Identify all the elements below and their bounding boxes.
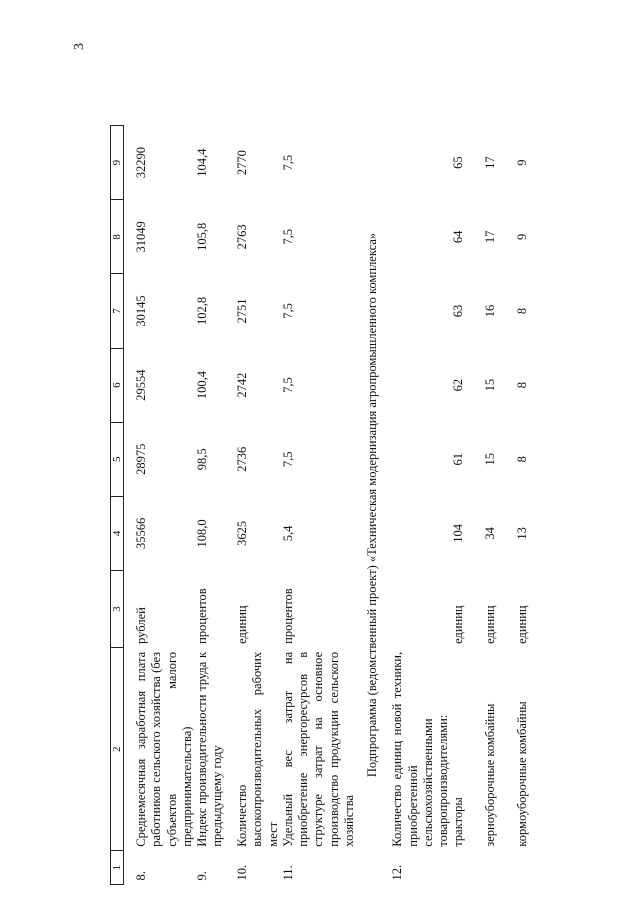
table-row [281, 126, 357, 885]
row-number: 12. [390, 864, 405, 881]
empty-cell [451, 851, 483, 885]
indicator-name: кормоуборочные комбайны [515, 701, 530, 847]
table-row [195, 126, 235, 885]
table-row [124, 126, 196, 885]
value-cell: 61 [451, 453, 466, 466]
value-cell: 30145 [134, 295, 148, 327]
unit-cell: рублей [134, 607, 148, 644]
indicator-name: Индекс производительности труда к предыдущему году [195, 651, 225, 847]
header-cell: 8 [111, 200, 124, 274]
value-cell: 29554 [134, 369, 148, 401]
value-cell: 35566 [134, 517, 148, 550]
unit-cell: единиц [515, 605, 530, 644]
empty-cell [515, 851, 547, 885]
value-cell: 7,5 [280, 303, 295, 319]
page-number: 3 [72, 43, 87, 50]
value-cell: 13 [515, 527, 530, 540]
value-cell: 8 [515, 456, 530, 463]
value-cell: 7,5 [280, 451, 295, 468]
value-cell: 108,0 [195, 519, 209, 548]
value-cell: 8 [515, 381, 530, 389]
value-cell: 17 [483, 230, 498, 244]
value-cell: 2763 [235, 224, 249, 250]
value-cell: 104 [451, 524, 466, 543]
value-cell: 5,4 [280, 525, 295, 542]
subprogram-row [357, 126, 390, 885]
value-cell: 63 [451, 304, 466, 318]
unit-cell: единиц [235, 605, 249, 644]
row-number: 9. [195, 871, 209, 881]
empty-cell [483, 851, 515, 885]
unit-cell: процентов [195, 588, 209, 644]
subprogram-title: Подпрограмма (ведомственный проект) «Техническая модернизация агропромышленного комплекса» [365, 232, 379, 778]
header-cell: 1 [111, 851, 124, 885]
header-cell: 3 [111, 570, 124, 647]
row-number: 11. [280, 865, 295, 881]
value-cell: 32290 [134, 147, 148, 179]
unit-cell: единиц [451, 605, 466, 644]
value-cell: 8 [515, 307, 530, 315]
header-cell: 5 [111, 422, 124, 496]
header-cell: 9 [111, 126, 124, 200]
value-cell: 9 [515, 159, 530, 166]
header-cell: 7 [111, 274, 124, 348]
value-cell: 64 [451, 230, 466, 244]
indicator-name: Количество высокопроизводительных рабочих мест [235, 651, 280, 847]
value-cell: 17 [483, 156, 498, 169]
row-number: 8. [134, 871, 148, 881]
table-row [235, 126, 281, 885]
value-cell: 102,8 [195, 296, 209, 326]
value-cell: 104,4 [195, 148, 209, 177]
unit-cell: процентов [280, 588, 295, 644]
value-cell: 105,8 [195, 222, 209, 251]
indicator-table [110, 125, 547, 885]
value-cell: 7,5 [280, 154, 295, 171]
value-cell: 2736 [235, 446, 249, 472]
value-cell: 3625 [235, 520, 249, 546]
value-cell: 31049 [134, 221, 148, 253]
value-cell: 7,5 [280, 229, 295, 245]
value-cell: 16 [483, 304, 498, 318]
indicator-name: тракторы [451, 797, 466, 847]
unit-cell: единиц [483, 605, 498, 644]
indicator-name: Среднемесячная заработная плата работников сельского хозяйства (без субъектов малого предпринимательства) [134, 651, 194, 847]
indicator-name: Удельный вес затрат на приобретение энергоресурсов в структуре затрат на основное производство продукции сельского хозяйства [280, 651, 356, 847]
value-cell: 2770 [235, 150, 249, 176]
table-header-row [111, 126, 124, 885]
indicator-name: Количество единиц новой техники, приобретенной сельскохозяйственными товаропроизводителями: [390, 651, 450, 847]
value-cell: 65 [451, 156, 466, 169]
indicator-name: зерноуборочные комбайны [483, 703, 498, 847]
value-cell: 9 [515, 233, 530, 240]
value-cell: 15 [483, 453, 498, 466]
header-cell: 2 [111, 648, 124, 851]
row-number: 10. [235, 864, 249, 881]
empty-cell [390, 126, 451, 648]
header-cell: 4 [111, 496, 124, 570]
value-cell: 62 [451, 378, 466, 392]
value-cell: 100,4 [195, 371, 209, 400]
value-cell: 2742 [235, 372, 249, 398]
header-cell: 6 [111, 348, 124, 422]
value-cell: 28975 [134, 443, 148, 475]
table-row [451, 126, 483, 885]
value-cell: 2751 [235, 298, 249, 324]
table-row [515, 126, 547, 885]
value-cell: 15 [483, 378, 498, 392]
value-cell: 34 [483, 527, 498, 540]
table-row [390, 126, 451, 885]
table-row [483, 126, 515, 885]
value-cell: 7,5 [280, 377, 295, 393]
value-cell: 98,5 [195, 448, 209, 471]
rotated-page-content [110, 125, 590, 885]
